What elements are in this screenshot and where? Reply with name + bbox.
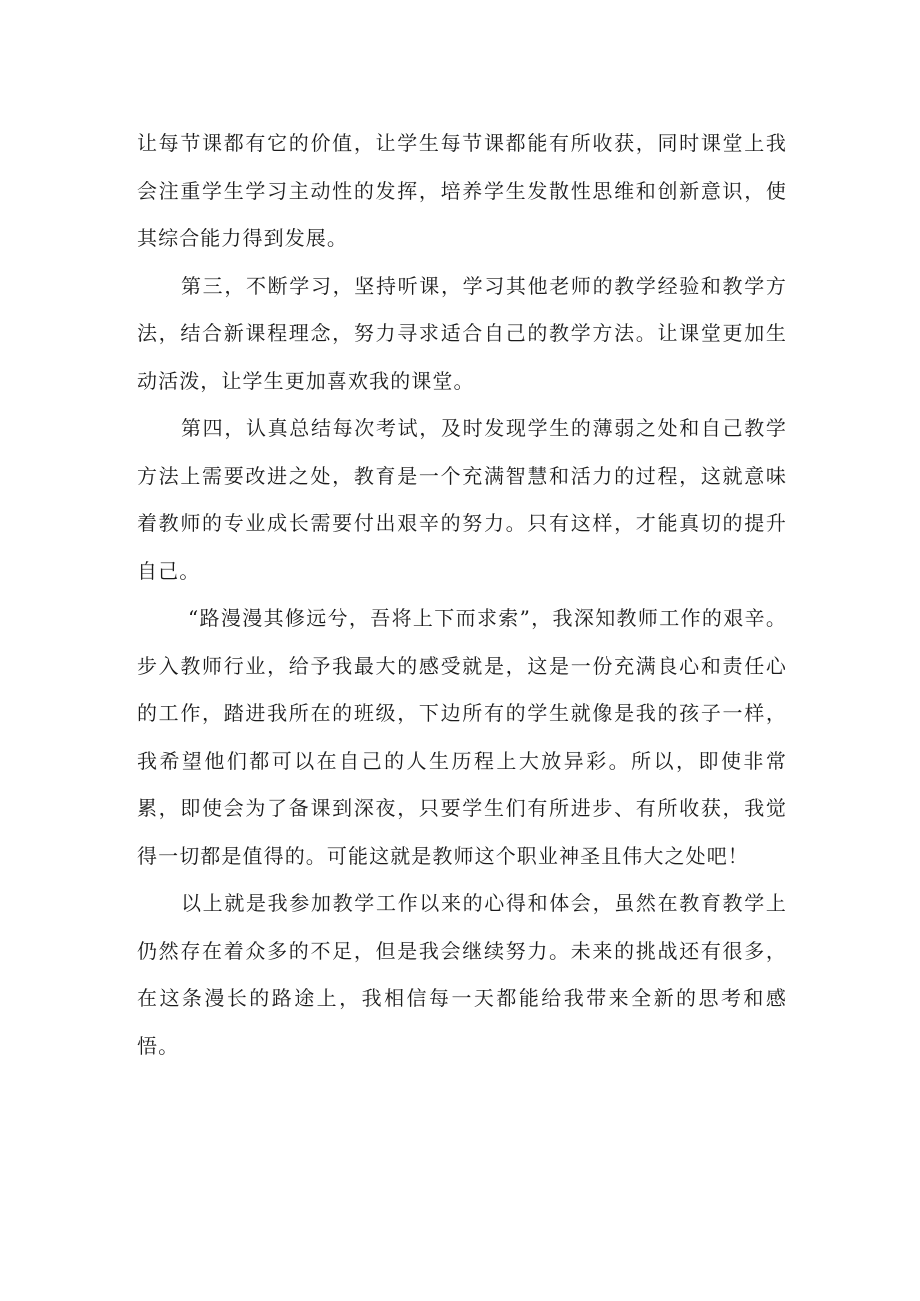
paragraph-continuation: 让每节课都有它的价值，让学生每节课都能有所收获，同时课堂上我会注重学生学习主动性的发挥，培养学生发散性思维和创新意识，使其综合能力得到发展。 [137, 131, 787, 250]
paragraph-quote-reflection: “路漫漫其修远兮，吾将上下而求索”，我深知教师工作的艰辛。步入教师行业，给予我最大的感受就是，这是一份充满良心和责任心的工作，踏进我所在的班级，下边所有的学生就像是我的孩子一样，我希望他们都可以在自己的人生历程上大放异彩。所以，即使非常累，即使会为了备课到深夜，只要学生们有所进步、有所收获，我觉得一切都是值得的。可能这就是教师这个职业神圣且伟大之处吧！ [137, 606, 787, 868]
paragraph-conclusion: 以上就是我参加教学工作以来的心得和体会，虽然在教育教学上仍然存在着众多的不足，但是我会继续努力。未来的挑战还有很多，在这条漫长的路途上，我相信每一天都能给我带来全新的思考和感悟。 [137, 891, 787, 1058]
paragraph-third-point: 第三，不断学习，坚持听课，学习其他老师的教学经验和教学方法，结合新课程理念，努力寻求适合自己的教学方法。让课堂更加生动活泼，让学生更加喜欢我的课堂。 [137, 273, 787, 393]
document-body [137, 120, 787, 1070]
paragraph-fourth-point: 第四，认真总结每次考试，及时发现学生的薄弱之处和自己教学方法上需要改进之处，教育是一个充满智慧和活力的过程，这就意味着教师的专业成长需要付出艰辛的努力。只有这样，才能真切的提升自己。 [137, 416, 787, 583]
